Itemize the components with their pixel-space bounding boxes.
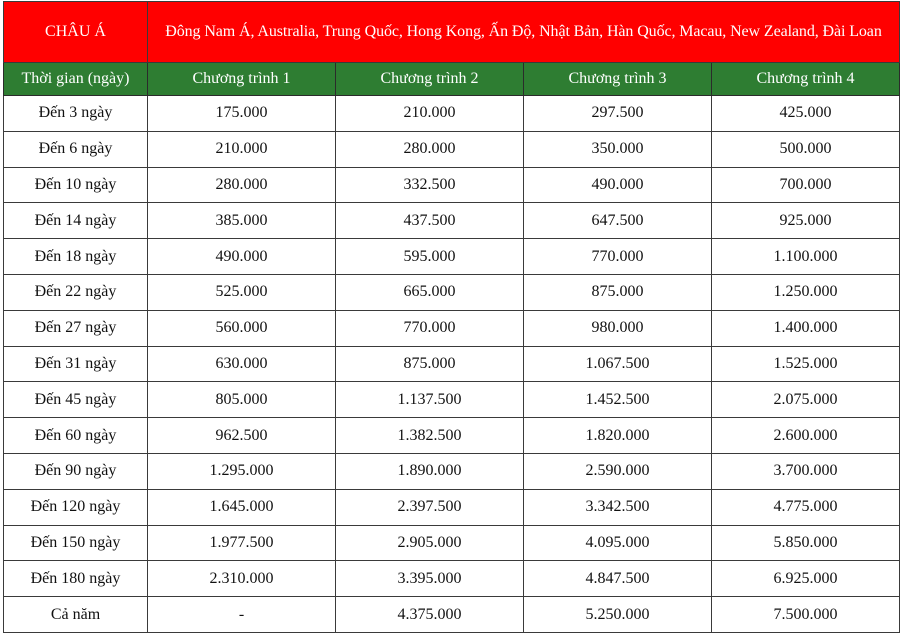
program-4-price: 925.000 bbox=[712, 203, 900, 239]
program-1-price: 1.977.500 bbox=[148, 525, 336, 561]
program-2-price: 595.000 bbox=[336, 239, 524, 275]
program-1-price: - bbox=[148, 597, 336, 633]
program-2-price: 875.000 bbox=[336, 346, 524, 382]
program-1-price: 560.000 bbox=[148, 310, 336, 346]
program-3-price: 4.847.500 bbox=[524, 561, 712, 597]
program-4-price: 700.000 bbox=[712, 167, 900, 203]
region-name: CHÂU Á bbox=[4, 2, 148, 63]
header-program-4: Chương trình 4 bbox=[712, 63, 900, 96]
program-4-price: 4.775.000 bbox=[712, 489, 900, 525]
program-4-price: 1.400.000 bbox=[712, 310, 900, 346]
duration-cell: Đến 14 ngày bbox=[4, 203, 148, 239]
program-3-price: 5.250.000 bbox=[524, 597, 712, 633]
duration-cell: Đến 6 ngày bbox=[4, 131, 148, 167]
program-2-price: 4.375.000 bbox=[336, 597, 524, 633]
program-2-price: 437.500 bbox=[336, 203, 524, 239]
program-4-price: 5.850.000 bbox=[712, 525, 900, 561]
program-3-price: 980.000 bbox=[524, 310, 712, 346]
program-2-price: 1.382.500 bbox=[336, 418, 524, 454]
header-row bbox=[4, 63, 900, 96]
program-2-price: 770.000 bbox=[336, 310, 524, 346]
header-program-1: Chương trình 1 bbox=[148, 63, 336, 96]
program-3-price: 770.000 bbox=[524, 239, 712, 275]
program-4-price: 2.075.000 bbox=[712, 382, 900, 418]
program-3-price: 4.095.000 bbox=[524, 525, 712, 561]
program-2-price: 1.137.500 bbox=[336, 382, 524, 418]
program-3-price: 875.000 bbox=[524, 274, 712, 310]
program-2-price: 332.500 bbox=[336, 167, 524, 203]
program-3-price: 1.452.500 bbox=[524, 382, 712, 418]
duration-cell: Đến 10 ngày bbox=[4, 167, 148, 203]
program-3-price: 3.342.500 bbox=[524, 489, 712, 525]
program-4-price: 2.600.000 bbox=[712, 418, 900, 454]
table-row bbox=[4, 561, 900, 597]
program-3-price: 350.000 bbox=[524, 131, 712, 167]
header-program-2: Chương trình 2 bbox=[336, 63, 524, 96]
table-row bbox=[4, 382, 900, 418]
table-row bbox=[4, 239, 900, 275]
table-row bbox=[4, 310, 900, 346]
table-row bbox=[4, 203, 900, 239]
duration-cell: Đến 120 ngày bbox=[4, 489, 148, 525]
insurance-price-table bbox=[3, 1, 900, 633]
region-countries: Đông Nam Á, Australia, Trung Quốc, Hong Kong, Ấn Độ, Nhật Bản, Hàn Quốc, Macau, New Zealand, Đài Loan bbox=[148, 2, 900, 63]
table-row bbox=[4, 274, 900, 310]
program-1-price: 962.500 bbox=[148, 418, 336, 454]
duration-cell: Đến 45 ngày bbox=[4, 382, 148, 418]
table-row bbox=[4, 131, 900, 167]
program-2-price: 280.000 bbox=[336, 131, 524, 167]
program-4-price: 1.100.000 bbox=[712, 239, 900, 275]
duration-cell: Đến 180 ngày bbox=[4, 561, 148, 597]
table-row bbox=[4, 96, 900, 132]
program-2-price: 2.905.000 bbox=[336, 525, 524, 561]
duration-cell: Đến 27 ngày bbox=[4, 310, 148, 346]
duration-cell: Đến 150 ngày bbox=[4, 525, 148, 561]
program-1-price: 385.000 bbox=[148, 203, 336, 239]
table-row bbox=[4, 418, 900, 454]
header-duration: Thời gian (ngày) bbox=[4, 63, 148, 96]
program-2-price: 665.000 bbox=[336, 274, 524, 310]
program-1-price: 1.295.000 bbox=[148, 453, 336, 489]
duration-cell: Đến 22 ngày bbox=[4, 274, 148, 310]
program-4-price: 500.000 bbox=[712, 131, 900, 167]
table-row bbox=[4, 453, 900, 489]
program-3-price: 1.067.500 bbox=[524, 346, 712, 382]
table-row bbox=[4, 489, 900, 525]
program-2-price: 210.000 bbox=[336, 96, 524, 132]
region-row bbox=[4, 2, 900, 63]
program-3-price: 2.590.000 bbox=[524, 453, 712, 489]
program-3-price: 1.820.000 bbox=[524, 418, 712, 454]
duration-cell: Đến 18 ngày bbox=[4, 239, 148, 275]
duration-cell: Đến 90 ngày bbox=[4, 453, 148, 489]
program-4-price: 1.525.000 bbox=[712, 346, 900, 382]
program-1-price: 280.000 bbox=[148, 167, 336, 203]
duration-cell: Cả năm bbox=[4, 597, 148, 633]
duration-cell: Đến 3 ngày bbox=[4, 96, 148, 132]
program-1-price: 525.000 bbox=[148, 274, 336, 310]
program-4-price: 1.250.000 bbox=[712, 274, 900, 310]
program-2-price: 2.397.500 bbox=[336, 489, 524, 525]
program-1-price: 805.000 bbox=[148, 382, 336, 418]
program-4-price: 7.500.000 bbox=[712, 597, 900, 633]
program-4-price: 425.000 bbox=[712, 96, 900, 132]
duration-cell: Đến 60 ngày bbox=[4, 418, 148, 454]
table-row bbox=[4, 597, 900, 633]
program-4-price: 3.700.000 bbox=[712, 453, 900, 489]
table-row bbox=[4, 525, 900, 561]
program-1-price: 175.000 bbox=[148, 96, 336, 132]
program-1-price: 2.310.000 bbox=[148, 561, 336, 597]
program-4-price: 6.925.000 bbox=[712, 561, 900, 597]
duration-cell: Đến 31 ngày bbox=[4, 346, 148, 382]
program-1-price: 630.000 bbox=[148, 346, 336, 382]
program-3-price: 297.500 bbox=[524, 96, 712, 132]
table-row bbox=[4, 167, 900, 203]
program-3-price: 647.500 bbox=[524, 203, 712, 239]
program-2-price: 1.890.000 bbox=[336, 453, 524, 489]
program-2-price: 3.395.000 bbox=[336, 561, 524, 597]
table-row bbox=[4, 346, 900, 382]
program-1-price: 210.000 bbox=[148, 131, 336, 167]
program-1-price: 1.645.000 bbox=[148, 489, 336, 525]
program-1-price: 490.000 bbox=[148, 239, 336, 275]
header-program-3: Chương trình 3 bbox=[524, 63, 712, 96]
program-3-price: 490.000 bbox=[524, 167, 712, 203]
